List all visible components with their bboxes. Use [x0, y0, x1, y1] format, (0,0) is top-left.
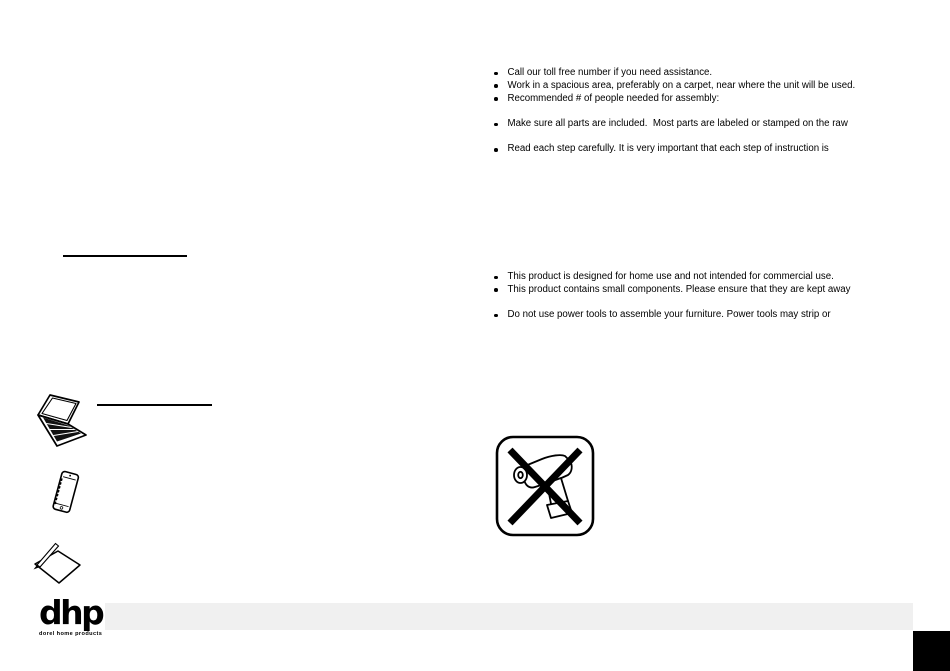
list-item: Work in a spacious area, preferably on a carpet, near where the unit will be used. [493, 80, 943, 93]
footer-bar [105, 603, 913, 630]
list-item: Read each step carefully. It is very important that each step of instruction is [493, 143, 943, 156]
dhp-logo-tagline: dorel home products [39, 631, 103, 637]
assembly-tips-list [493, 67, 943, 156]
heading-underline [63, 255, 187, 257]
dhp-logo-word: dhp [39, 593, 103, 632]
list-item: Call our toll free number if you need assistance. [493, 67, 943, 80]
no-power-tools-icon [495, 435, 595, 537]
dhp-logo [39, 593, 109, 637]
list-item: Make sure all parts are included. Most parts are labeled or stamped on the raw [493, 118, 943, 131]
list-item: Recommended # of people needed for assembly: [493, 93, 943, 106]
list-item: Do not use power tools to assemble your furniture. Power tools may strip or [493, 309, 943, 322]
laptop-icon [34, 394, 90, 450]
safety-notes-list [493, 271, 943, 322]
corner-block [913, 631, 950, 671]
list-item: This product is designed for home use and not intended for commercial use. [493, 271, 943, 284]
smartphone-icon [52, 470, 80, 516]
pencil-paper-icon [31, 540, 85, 588]
heading-underline [97, 404, 212, 406]
list-item: This product contains small components. Please ensure that they are kept away [493, 284, 943, 297]
